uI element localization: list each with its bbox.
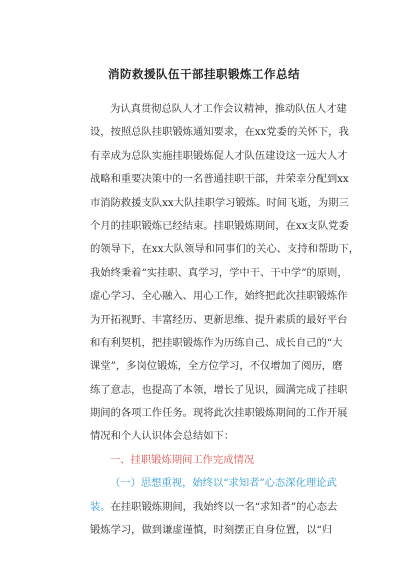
paragraph-line: 有幸成为总队实施挂职锻炼促人才队伍建设这一远大人才: [90, 149, 348, 162]
paragraph-line: 课堂”，多岗位锻炼，全方位学习，不仅增加了阅历，磨: [90, 360, 343, 373]
paragraph-line: 期间的各项工作任务。现将此次挂职锻炼期间的工作开展: [90, 407, 348, 420]
paragraph-line: [90, 496, 352, 519]
paragraph-line: 市消防救援支队xx大队挂职学习锻炼。时间飞逝，为期三: [90, 196, 349, 209]
paragraph-line: 设，按照总队挂职锻炼通知要求，在xx党委的关怀下，我: [90, 126, 349, 139]
section-heading-1: 一、挂职锻炼期间工作完成情况: [110, 453, 255, 466]
paragraph-line: 为开拓视野、丰富经历、更新思维、提升素质的最好平台: [90, 313, 348, 326]
subsection-heading-2-end: 装。: [90, 500, 111, 513]
subsection-heading-line: [90, 472, 352, 495]
document-title: 消防救援队伍干部挂职锻炼工作总结: [108, 67, 300, 81]
paragraph-line: 为认真贯彻总队人才工作会议精神，推动队伍人才建: [110, 103, 347, 115]
paragraph-line: 和有利契机，把挂职锻炼作为历练自己、成长自己的“大: [90, 336, 343, 349]
paragraph-line: 虚心学习、全心融入、用心工作，始终把此次挂职锻炼作: [90, 290, 348, 303]
paragraph-line: 我始终秉着“实挂职、真学习，学中干、干中学”的原则，: [90, 266, 348, 279]
subsection-heading-2: （一）思想重视，始终以“求知者”心态深化理论武: [110, 477, 337, 490]
document-body: [90, 98, 360, 542]
paragraph-line: 情况和个人认识体会总结如下：: [90, 430, 235, 443]
paragraph-line: 的领导下，在xx大队领导和同事们的关心、支持和帮助下，: [90, 243, 360, 256]
paragraph-line: 战略和重要决策中的一名普通挂职干部，并荣幸分配到xx: [90, 173, 349, 186]
paragraph-line: 锻炼学习，做到谦虚谨慎，时刻摆正自身位置，以“归: [90, 524, 333, 537]
paragraph-line: 个月的挂职锻炼已经结束。挂职锻炼期间，在xx支队党委: [90, 219, 349, 232]
paragraph-line: 练了意志，也提高了本领，增长了见识，圆满完成了挂职: [90, 383, 348, 396]
paragraph-text: 在挂职锻炼期间，我始终以一名“求知者”的心态去: [110, 500, 338, 513]
